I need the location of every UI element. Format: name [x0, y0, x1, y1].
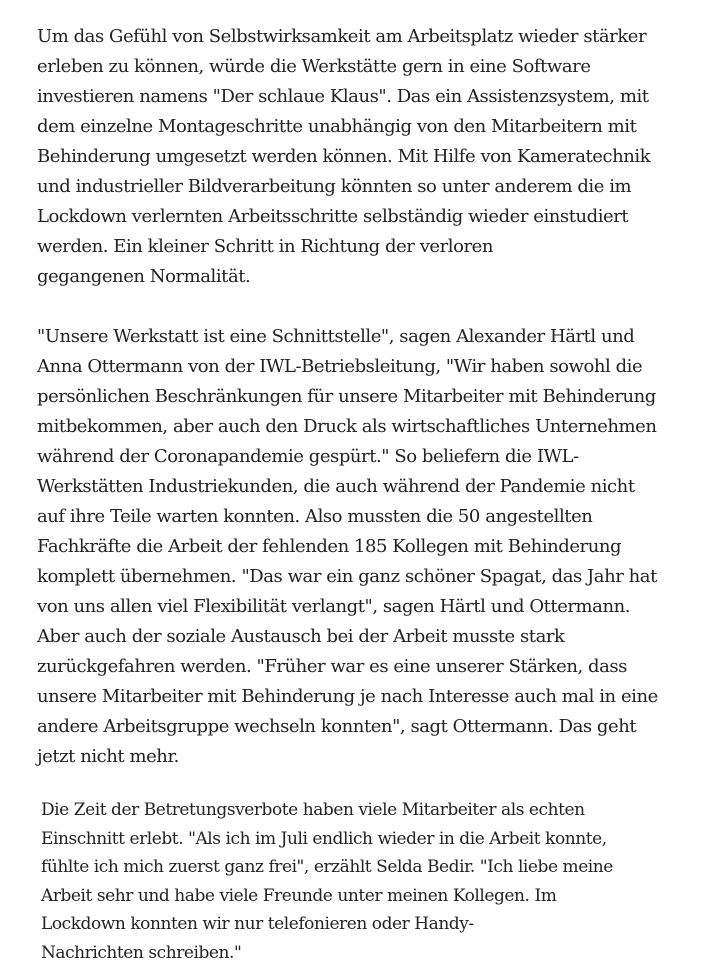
article-paragraph-3: Die Zeit der Betretungsverbote haben viele Mitarbeiter als echten Einschnitt erlebt. "Als ich im Juli endlich wieder in die Arbeit konnte, fühlte ich mich zuerst ganz frei", erzählt Selda Bedir. "Ich liebe meine Arbeit sehr und habe viele Freunde unter meinen Kollegen. Im Lockdown konnten wir nur telefonieren oder Handy- Nachrichten schreiben."	[41, 800, 613, 963]
article-paragraph-1: Um das Gefühl von Selbstwirksamkeit am Arbeitsplatz wieder stärker erleben zu können, würde die Werkstätte gern in eine Software investieren namens "Der schlaue Klaus". Das ein Assistenzsystem, mit dem einzelne Montageschritte unabhängig von den Mitarbeitern mit Behinderung umgesetzt werden können. Mit Hilfe von Kameratechnik und industrieller Bildverarbeitung könnten so unter anderem die im Lockdown verlernten Arbeitsschritte selbständig wieder einstudiert werden. Ein kleiner Schritt in Richtung der verloren gegangenen Normalität.	[37, 26, 651, 287]
article-body	[37, 22, 677, 772]
article-paragraph-2: "Unsere Werkstatt ist eine Schnittstelle", sagen Alexander Härtl und Anna Ottermann von der IWL-Betriebsleitung, "Wir haben sowohl die persönlichen Beschränkungen für unsere Mitarbeiter mit Behinderung mitbekommen, aber auch den Druck als wirtschaftliches Unternehmen während der Coronapandemie gespürt." So beliefern die IWL- Werkstätten Industriekunden, die auch während der Pandemie nicht auf ihre Teile warten konnten. Also mussten die 50 angestellten Fachkräfte die Arbeit der fehlenden 185 Kollegen mit Behinderung komplett übernehmen. "Das war ein ganz schöner Spagat, das Jahr hat von uns allen viel Flexibilität verlangt", sagen Härtl und Ottermann. Aber auch der soziale Austausch bei der Arbeit musste stark zurückgefahren werden. "Früher war es eine unserer Stärken, dass unsere Mitarbeiter mit Behinderung je nach Interesse auch mal in eine andere Arbeitsgruppe wechseln konnten", sagt Ottermann. Das geht jetzt nicht mehr.	[37, 326, 658, 767]
